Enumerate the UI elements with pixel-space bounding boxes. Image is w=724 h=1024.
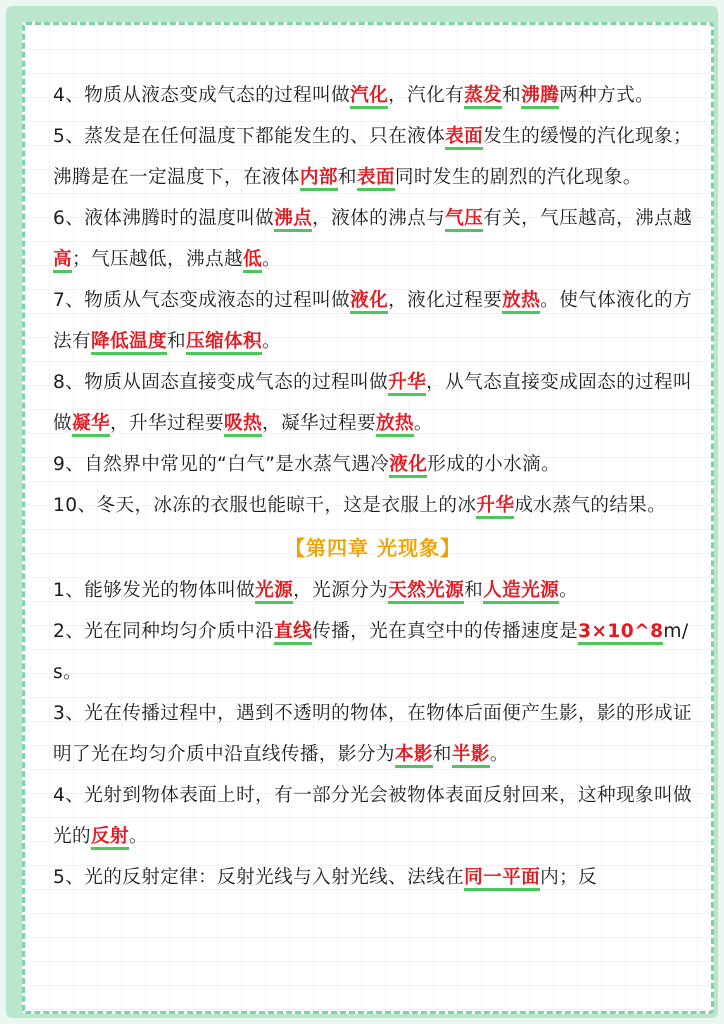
note-text: 有关，气压越高，沸点越 bbox=[483, 208, 693, 229]
highlighted-term: 蒸发 bbox=[464, 85, 502, 109]
note-text: 内；反 bbox=[540, 867, 598, 888]
note-text: ，液体的沸点与 bbox=[312, 208, 446, 229]
highlighted-term: 吸热 bbox=[224, 413, 262, 437]
note-item bbox=[53, 693, 693, 775]
note-text: 和 bbox=[464, 580, 484, 601]
note-item bbox=[53, 485, 693, 526]
chapter-heading: 【第四章 光现象】 bbox=[285, 536, 461, 560]
note-text: 。使气体液化的方法有 bbox=[53, 290, 693, 352]
highlighted-term: 压缩体积 bbox=[186, 331, 262, 355]
note-text: ，升华过程要 bbox=[110, 413, 224, 434]
note-text: 。 bbox=[413, 413, 433, 434]
note-text: 。 bbox=[559, 580, 579, 601]
note-text: 和 bbox=[337, 167, 357, 188]
note-text: ，从气态直接变成固态的过程叫做 bbox=[53, 372, 693, 434]
note-text: 2、光在同种均匀介质中沿 bbox=[53, 621, 275, 642]
highlighted-term: 凝华 bbox=[72, 413, 110, 437]
highlighted-term: 本影 bbox=[395, 744, 433, 768]
highlighted-term: 降低温度 bbox=[91, 331, 167, 355]
highlighted-term: 汽化 bbox=[350, 85, 388, 109]
note-sheet bbox=[22, 22, 714, 1014]
note-text: 1、能够发光的物体叫做 bbox=[53, 580, 256, 601]
highlighted-term: 光源 bbox=[255, 580, 293, 604]
highlighted-term: 直线 bbox=[274, 621, 312, 645]
note-text: 。 bbox=[129, 826, 148, 847]
highlighted-term: 半影 bbox=[452, 744, 490, 768]
highlighted-term: 人造光源 bbox=[483, 580, 559, 604]
note-text: 10、冬天，冰冻的衣服也能晾干，这是衣服上的冰 bbox=[53, 495, 477, 516]
notes-content bbox=[53, 75, 693, 898]
note-text: ；气压越低，沸点越 bbox=[72, 249, 243, 270]
highlighted-term: 液化 bbox=[350, 290, 388, 314]
note-text: 两种方式。 bbox=[559, 85, 655, 106]
note-item bbox=[53, 857, 693, 898]
note-text: 同时发生的剧烈的汽化现象。 bbox=[394, 167, 642, 188]
note-text: 8、物质从固态直接变成气态的过程叫做 bbox=[53, 372, 389, 393]
note-item bbox=[53, 362, 693, 444]
highlighted-term: 升华 bbox=[476, 495, 514, 519]
note-text: 6、液体沸腾时的温度叫做 bbox=[53, 208, 275, 229]
note-text: 和 bbox=[502, 85, 522, 106]
highlighted-term: 3×10^8 bbox=[578, 621, 663, 645]
note-text: 。 bbox=[261, 249, 281, 270]
page-frame bbox=[6, 6, 718, 1018]
note-item bbox=[53, 75, 693, 116]
highlighted-term: 液化 bbox=[389, 454, 427, 478]
highlighted-term: 反射 bbox=[91, 826, 129, 850]
note-text: ，液化过程要 bbox=[388, 290, 503, 311]
note-text: 成水蒸气的结果。 bbox=[514, 495, 667, 516]
note-text: ，凝华过程要 bbox=[261, 413, 376, 434]
highlighted-term: 高 bbox=[53, 249, 72, 273]
note-item bbox=[53, 775, 693, 857]
highlighted-term: 表面 bbox=[357, 167, 395, 191]
note-text: ，光源分为 bbox=[293, 580, 389, 601]
highlighted-term: 表面 bbox=[445, 126, 483, 150]
highlighted-term: 放热 bbox=[502, 290, 540, 314]
highlighted-term: 升华 bbox=[388, 372, 426, 396]
note-text: 3、光在传播过程中，遇到不透明的物体，在物体后面便产生影，影的形成证明了光在均匀介质中沿直线传播，影分为 bbox=[53, 703, 693, 765]
highlighted-term: 沸腾 bbox=[521, 85, 559, 109]
note-item bbox=[53, 570, 693, 611]
note-text: 5、光的反射定律：反射光线与入射光线、法线在 bbox=[53, 867, 465, 888]
note-item bbox=[53, 444, 693, 485]
highlighted-term: 气压 bbox=[445, 208, 483, 232]
note-text: ，汽化有 bbox=[388, 85, 465, 106]
note-text: 形成的小水滴。 bbox=[427, 454, 561, 475]
note-text: 4、光射到物体表面上时，有一部分光会被物体表面反射回来，这种现象叫做光的 bbox=[53, 785, 693, 847]
highlighted-term: 同一平面 bbox=[464, 867, 540, 891]
note-text: m/s。 bbox=[53, 621, 689, 683]
highlighted-term: 低 bbox=[243, 249, 262, 273]
note-text: 发生的缓慢的汽化现象；沸腾是在一定温度下，在液体 bbox=[53, 126, 693, 188]
note-text: 和 bbox=[166, 331, 186, 352]
note-text: 和 bbox=[432, 744, 452, 765]
note-item bbox=[53, 116, 693, 198]
note-text: 。 bbox=[261, 331, 281, 352]
note-item bbox=[53, 280, 693, 362]
highlighted-term: 天然光源 bbox=[388, 580, 464, 604]
note-text: 5、蒸发是在任何温度下都能发生的、只在液体 bbox=[53, 126, 446, 147]
note-text: 传播，光在真空中的传播速度是 bbox=[312, 621, 579, 642]
note-text: 9、自然界中常见的“白气”是水蒸气遇冷 bbox=[53, 454, 390, 475]
note-text: 7、物质从气态变成液态的过程叫做 bbox=[53, 290, 351, 311]
highlighted-term: 内部 bbox=[300, 167, 338, 191]
note-text: 。 bbox=[489, 744, 509, 765]
note-item bbox=[53, 611, 693, 693]
highlighted-term: 放热 bbox=[376, 413, 414, 437]
note-text: 4、物质从液态变成气态的过程叫做 bbox=[53, 85, 351, 106]
highlighted-term: 沸点 bbox=[274, 208, 312, 232]
note-item bbox=[53, 198, 693, 280]
